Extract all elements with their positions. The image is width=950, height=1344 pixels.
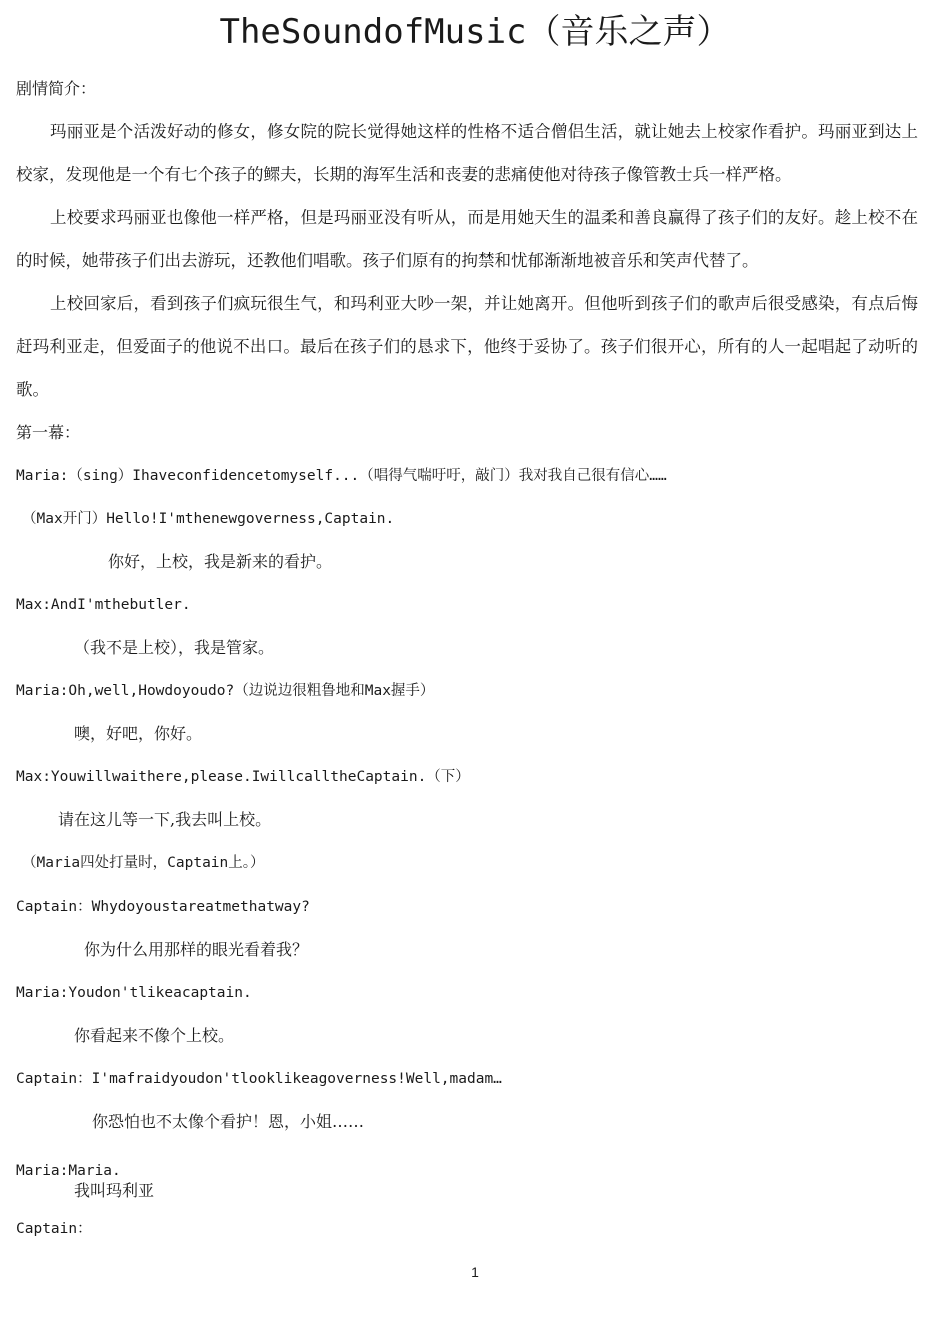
script-translation: 你为什么用那样的眼光看着我？	[84, 940, 309, 959]
synopsis-heading: 剧情简介：	[16, 79, 97, 98]
script-translation: 你恐怕也不太像个看护！恩，小姐……	[92, 1112, 365, 1131]
script-translation: 噢，好吧，你好。	[74, 724, 203, 743]
script-translation: 我叫玛利亚	[74, 1181, 155, 1200]
stage-direction: （Maria四处打量时，Captain上。）	[22, 855, 265, 871]
synopsis-paragraph-3: 上校回家后，看到孩子们疯玩很生气，和玛利亚大吵一架，并让她离开。但他听到孩子们的歌声后很受感染，有点后悔赶玛利亚走，但爱面子的他说不出口。最后在孩子们的恳求下，他终于妥协了。孩子们很开心，所有的人一起唱起了动听的歌。	[16, 294, 918, 399]
script-translation: （我不是上校），我是管家。	[74, 638, 275, 657]
script-line: Maria:Oh,well,Howdoyoudo?（边说边很粗鲁地和Max握手）	[16, 683, 435, 699]
script-translation: 你看起来不像个上校。	[74, 1026, 235, 1045]
synopsis-paragraph-1: 玛丽亚是个活泼好动的修女，修女院的院长觉得她这样的性格不适合僧侣生活，就让她去上校家作看护。玛丽亚到达上校家，发现他是一个有七个孩子的鳏夫，长期的海军生活和丧妻的悲痛使他对待孩子像管教士兵一样严格。	[16, 122, 918, 184]
script-line: Maria:（sing）Ihaveconfidencetomyself...（唱得气喘吁吁，敲门）我对我自己很有信心……	[16, 468, 667, 484]
script-line: Max:Youwillwaithere,please.IwillcalltheCaptain.（下）	[16, 769, 470, 785]
script-line: Captain：Whydoyoustareatmethatway?	[16, 899, 310, 915]
script-line: （Max开门）Hello!I'mthenewgoverness,Captain.	[22, 511, 395, 527]
script-line: Captain：	[16, 1221, 92, 1237]
page-number: 1	[471, 1264, 479, 1280]
script-translation: 你好，上校，我是新来的看护。	[108, 552, 333, 571]
synopsis-paragraph-2: 上校要求玛丽亚也像他一样严格，但是玛丽亚没有听从，而是用她天生的温柔和善良赢得了孩子们的友好。趁上校不在的时候，她带孩子们出去游玩，还教他们唱歌。孩子们原有的拘禁和忧郁渐渐地被音乐和笑声代替了。	[16, 208, 918, 270]
document-title: TheSoundofMusic（音乐之声）	[219, 12, 731, 52]
script-line: Captain：I'mafraidyoudon'tlooklikeagoverness!Well,madam…	[16, 1071, 502, 1087]
act-heading: 第一幕：	[16, 423, 81, 442]
script-line: Maria:Maria.	[16, 1163, 121, 1179]
script-translation: 请在这儿等一下,我去叫上校。	[58, 810, 272, 829]
script-line: Max:AndI'mthebutler.	[16, 597, 191, 613]
script-line: Maria:Youdon'tlikeacaptain.	[16, 985, 252, 1001]
